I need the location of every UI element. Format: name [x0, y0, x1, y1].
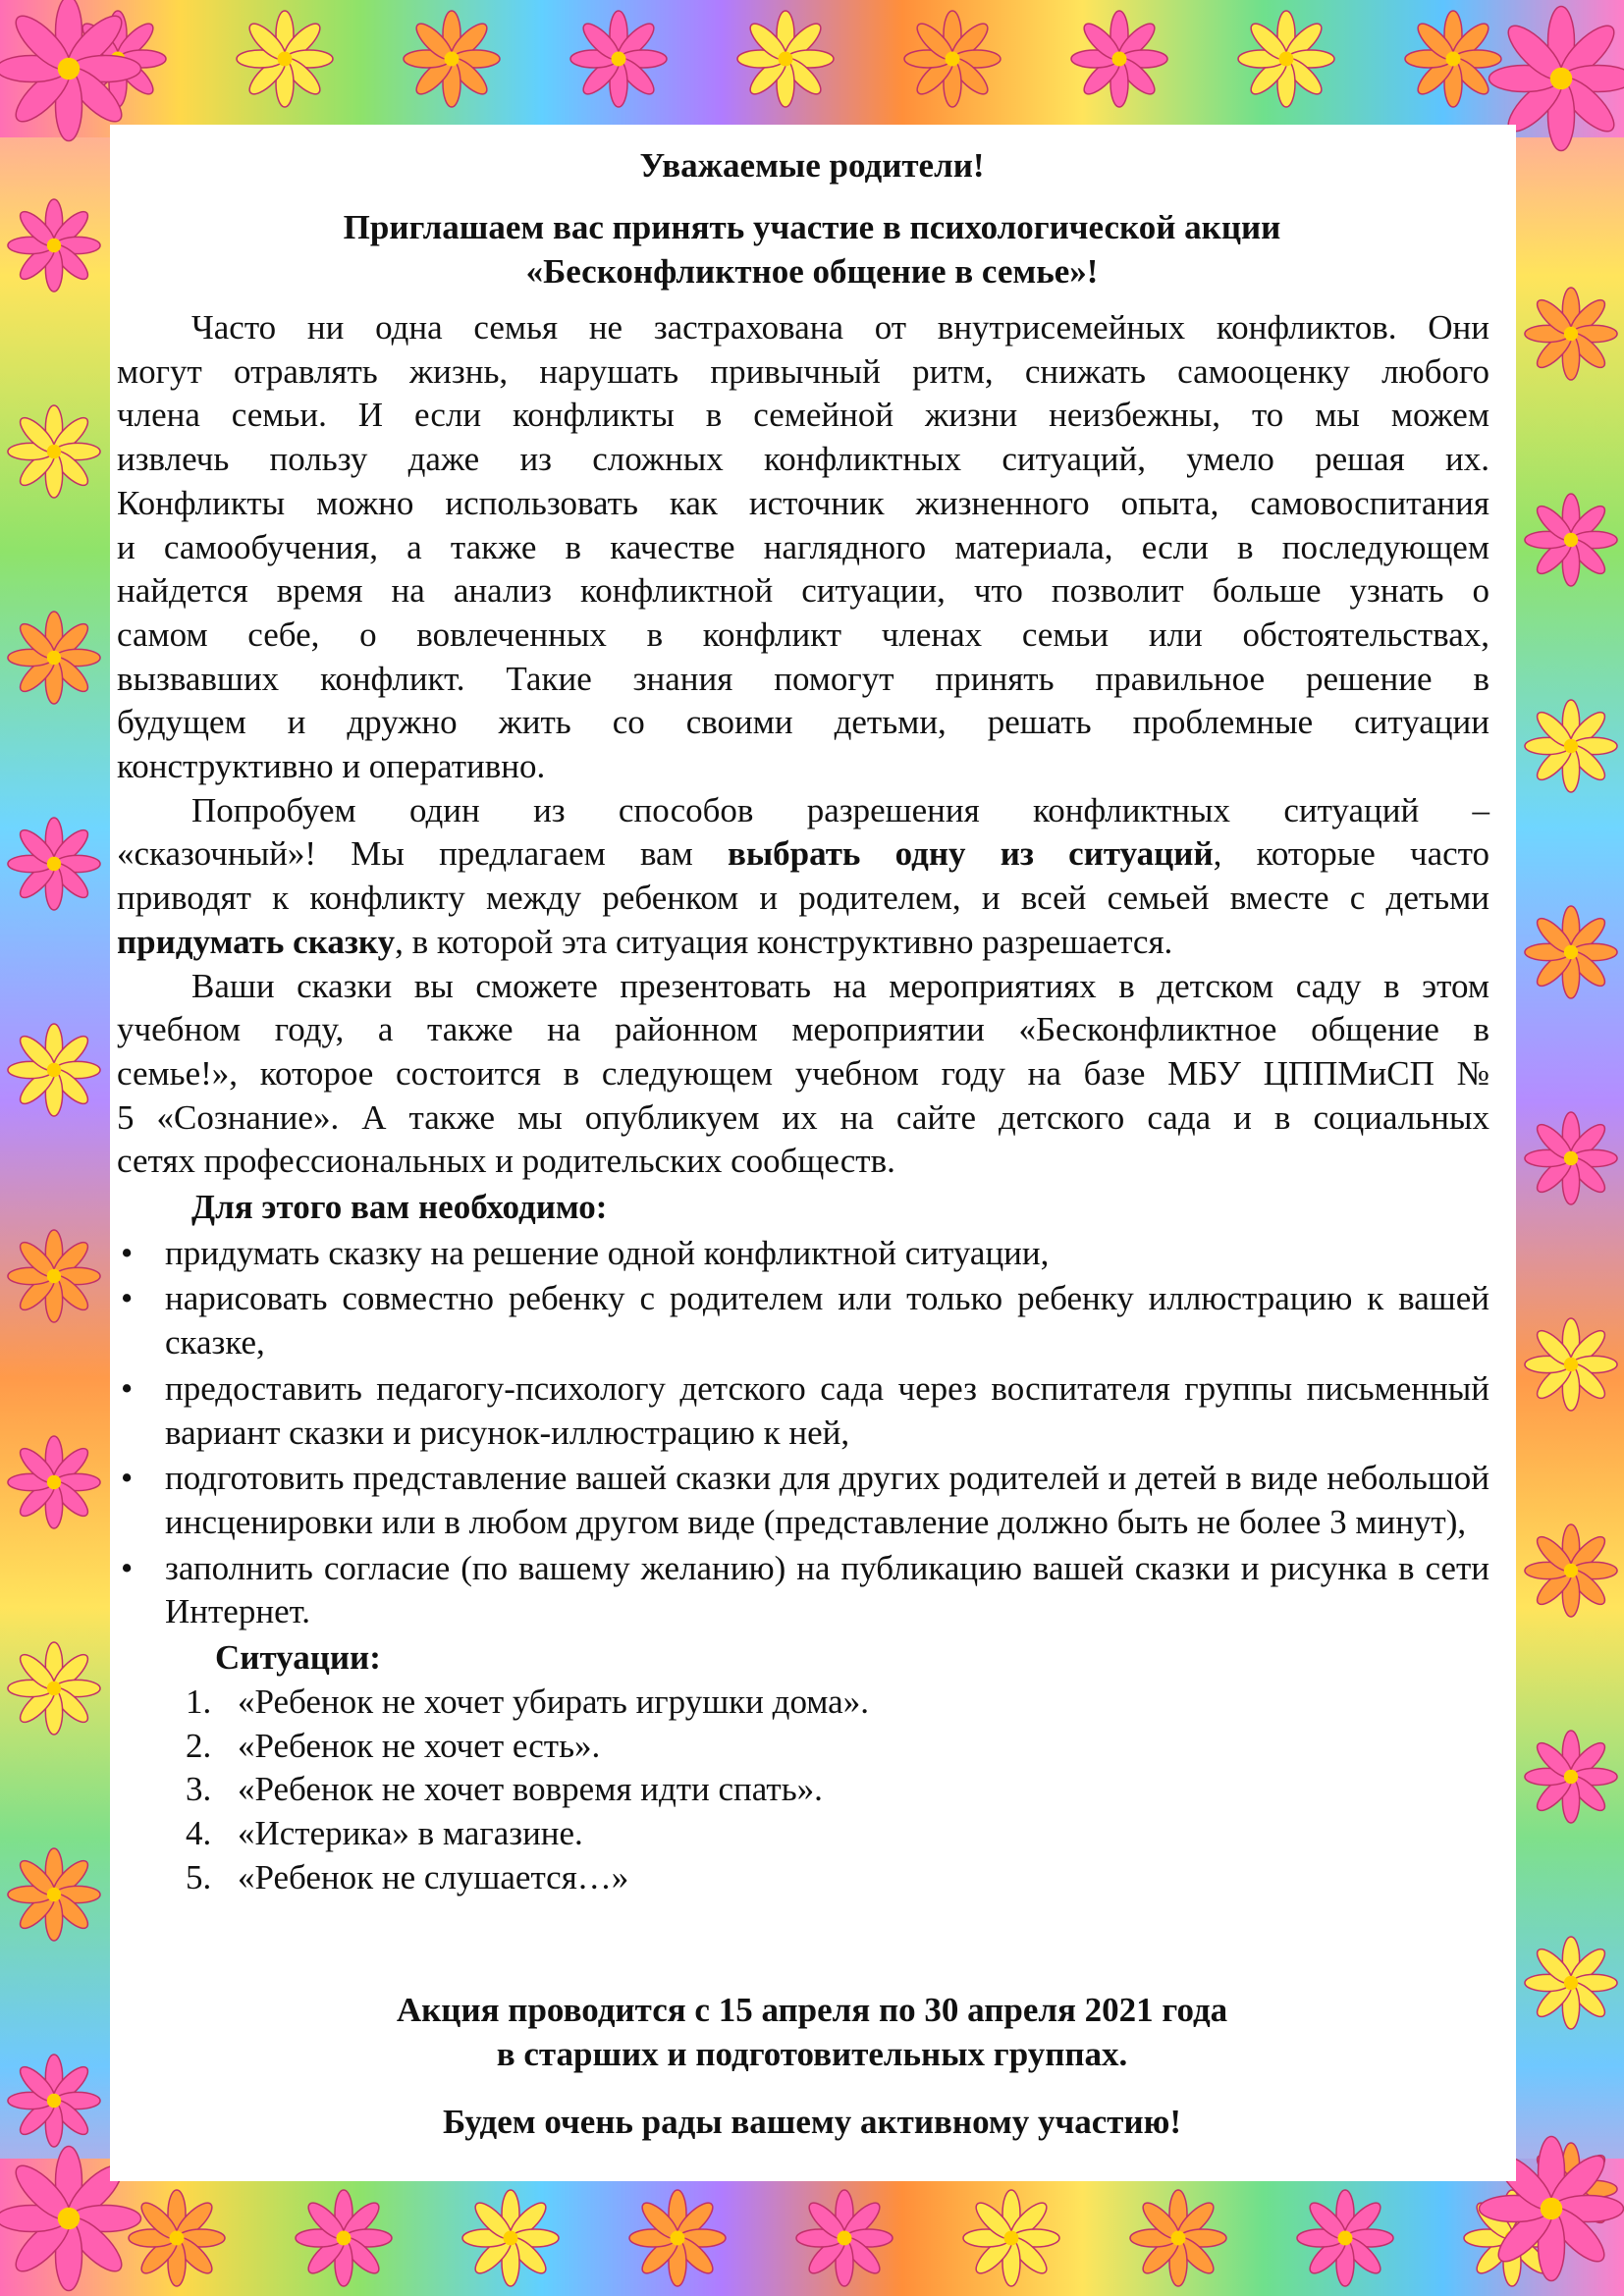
bullet-icon: •: [121, 1233, 134, 1272]
text-line: могут отравлять жизнь, нарушать привычный ритм, снижать самооценку любого: [117, 351, 1489, 391]
text-line: конструктивно и оперативно.: [117, 747, 546, 786]
list-number: 2.: [186, 1726, 212, 1765]
flower-icon: [7, 1023, 101, 1117]
flower-icon: [569, 10, 668, 108]
list-item: [117, 1725, 1489, 1769]
flower-icon: [7, 1229, 101, 1323]
flower-icon: [7, 1435, 101, 1529]
page-title: Уважаемые родители!: [639, 146, 985, 185]
list-item: [117, 1547, 1489, 1634]
list-number: 4.: [186, 1813, 212, 1852]
list-item: [117, 1367, 1489, 1455]
text-line: члена семьи. И если конфликты в семейной жизни неизбежны, то мы можем: [117, 396, 1489, 435]
bullet-icon: •: [121, 1279, 134, 1318]
requirements-list: [117, 1232, 1489, 1634]
list-item: [117, 1232, 1489, 1276]
list-number: 5.: [186, 1857, 212, 1896]
flower-icon: [295, 2189, 393, 2287]
situations-list: [117, 1681, 1489, 1900]
flower-icon: [7, 1847, 101, 1942]
subtitle-line: Приглашаем вас принять участие в психологической акции: [343, 208, 1281, 246]
flower-icon: [628, 2189, 727, 2287]
flower-icon: [1524, 905, 1618, 999]
flower-icon: [903, 10, 1001, 108]
paragraph-fairy-tale: [117, 789, 1489, 965]
text-line: самом себе, о вовлеченных в конфликт членах семьи или обстоятельствах,: [117, 614, 1489, 654]
closing-line: Будем очень рады вашему активному участию!: [442, 2103, 1182, 2141]
flower-icon: [403, 10, 501, 108]
text-line: [117, 921, 1489, 965]
list-number: 1.: [186, 1682, 212, 1721]
list-item-text: придумать сказку на решение одной конфликтной ситуации,: [165, 1233, 1050, 1272]
situations-heading: Ситуации:: [215, 1638, 381, 1678]
flower-icon: [7, 1641, 101, 1735]
list-item: [117, 1457, 1489, 1544]
flower-icon: [1524, 699, 1618, 793]
list-item: [117, 1768, 1489, 1812]
list-item-text: заполнить согласие (по вашему желанию) на публикацию вашей сказки и рисунка в сети Интернет.: [165, 1548, 1489, 1631]
flower-icon: [7, 2054, 101, 2148]
paragraph-intro: [117, 306, 1489, 789]
text-line: найдется время на анализ конфликтной ситуации, что позволит больше узнать о: [117, 571, 1489, 611]
dates-line: Акция проводится с 15 апреля по 30 апреля 2021 года: [396, 1991, 1228, 2029]
bullet-icon: •: [121, 1459, 134, 1498]
text-line: Попробуем один из способов разрешения конфликтных ситуаций –: [191, 790, 1489, 829]
text-span: «сказочный»! Мы предлагаем вам: [117, 834, 728, 874]
flower-icon: [1524, 1111, 1618, 1205]
list-item-text: «Ребенок не хочет есть».: [238, 1726, 601, 1765]
flower-icon: [1237, 10, 1335, 108]
list-item: [117, 1277, 1489, 1364]
bullet-icon: •: [121, 1548, 134, 1587]
flower-icon: [1524, 1936, 1618, 2030]
text-line: Часто ни одна семья не застрахована от внутрисемейных конфликтов. Они: [191, 308, 1489, 347]
list-item-text: предоставить педагогу-психологу детского сада через воспитателя группы письменный вариант сказки и рисунок-иллюстрацию к ней,: [165, 1368, 1489, 1452]
list-item: [117, 1681, 1489, 1725]
bullet-icon: •: [121, 1368, 134, 1408]
text-line: будущем и дружно жить со своими детьми, решать проблемные ситуации: [117, 703, 1489, 742]
flower-icon: [1524, 1317, 1618, 1412]
flower-icon: [7, 611, 101, 705]
flower-icon: [0, 0, 142, 142]
flower-icon: [1129, 2189, 1227, 2287]
list-item-text: нарисовать совместно ребенку с родителем или только ребенку иллюстрацию к вашей сказке,: [165, 1279, 1489, 1362]
text-line: 5 «Сознание». А также мы опубликуем их на сайте детского сада и в социальных: [117, 1097, 1489, 1137]
text-line: семье!», которое состоится в следующем учебном году на базе МБУ ЦППМиСП №: [117, 1053, 1489, 1093]
text-line: [117, 832, 1489, 877]
flower-icon: [1070, 10, 1168, 108]
list-item-text: «Ребенок не хочет убирать игрушки дома».: [238, 1682, 869, 1721]
flower-icon: [7, 404, 101, 499]
text-line: и самообучения, а также в качестве наглядного материала, если в последующем: [117, 527, 1489, 566]
text-span: , в которой эта ситуация конструктивно разрешается.: [395, 922, 1173, 961]
text-line: Конфликты можно использовать как источник жизненного опыта, самовоспитания: [117, 483, 1489, 522]
flower-icon: [736, 10, 835, 108]
text-line: приводят к конфликту между ребенком и родителем, и всей семьей вместе с детьми: [117, 879, 1489, 918]
flower-icon: [1524, 287, 1618, 381]
list-item: [117, 1812, 1489, 1856]
flower-icon: [962, 2189, 1060, 2287]
text-span: , которые часто: [1213, 834, 1489, 874]
flower-icon: [7, 817, 101, 911]
document-body: [117, 306, 1489, 1899]
list-item: [117, 1856, 1489, 1900]
bold-text: выбрать одну из ситуаций: [727, 834, 1214, 874]
list-item-text: «Ребенок не слушается…»: [238, 1857, 629, 1896]
flower-icon: [128, 2189, 226, 2287]
list-item-text: «Ребенок не хочет вовремя идти спать».: [238, 1770, 823, 1809]
list-item-text: «Истерика» в магазине.: [238, 1813, 583, 1852]
text-line: извлечь пользу даже из сложных конфликтных ситуаций, умело решая их.: [117, 440, 1489, 479]
text-line: Ваши сказки вы сможете презентовать на мероприятиях в детском саду в этом: [191, 966, 1489, 1005]
flower-icon: [1524, 1730, 1618, 1824]
flower-icon: [236, 10, 334, 108]
paragraph-presentation: [117, 965, 1489, 1185]
flower-icon: [795, 2189, 893, 2287]
text-line: вызвавших конфликт. Такие знания помогут принять правильное решение в: [117, 659, 1489, 698]
text-line: учебном году, а также на районном мероприятии «Бесконфликтное общение в: [117, 1010, 1489, 1049]
list-number: 3.: [186, 1770, 212, 1809]
list-item-text: подготовить представление вашей сказки для других родителей и детей в виде небольшой инсценировки или в любом другом виде (представление должно быть не более 3 минут),: [165, 1459, 1489, 1541]
requirements-heading: Для этого вам необходимо:: [191, 1188, 608, 1227]
flower-icon: [1296, 2189, 1394, 2287]
text-line: сетях профессиональных и родительских сообществ.: [117, 1142, 895, 1181]
bold-text: придумать сказку: [117, 922, 396, 961]
flower-icon: [1524, 493, 1618, 587]
flower-icon: [461, 2189, 560, 2287]
subtitle-line: «Бесконфликтное общение в семье»!: [525, 252, 1099, 291]
flower-icon: [1524, 1523, 1618, 1618]
dates-line: в старших и подготовительных группах.: [496, 2035, 1128, 2073]
